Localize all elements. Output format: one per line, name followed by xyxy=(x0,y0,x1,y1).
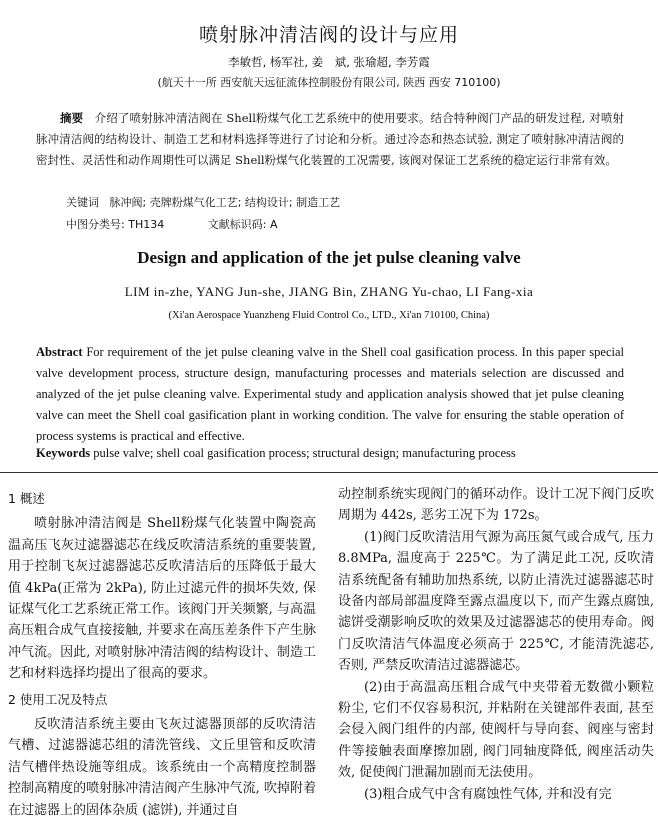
authors-cn: 李敏哲, 杨军社, 姜 斌, 张瑜超, 李芳霞 xyxy=(228,55,430,69)
body-left-column xyxy=(8,484,316,821)
keywords-en-label: Keywords xyxy=(36,446,91,460)
doc-code: 文献标识码: A xyxy=(207,218,278,231)
paper-title-cn: 喷射脉冲清洁阀的设计与应用 xyxy=(198,24,459,46)
keywords-cn xyxy=(66,194,340,210)
abstract-cn-text: 介绍了喷射脉冲清洁阀在 Shell粉煤气化工艺系统中的使用要求。结合特种阀门产品的研发过程, 对喷射脉冲清洁阀的结构设计、制造工艺和材料选择等进行了讨论和分析。通过冷态和热态试验, 测定了喷射脉冲清洁阀的密封性、灵活性和动作周期性可以满足 Shell粉煤气化装置的工况需要, 该阀对保证工艺系统的稳定运行非常有效。 xyxy=(36,111,624,167)
authors-en: LIM in-zhe, YANG Jun-she, JIANG Bin, ZHANG Yu-chao, LI Fang-xia xyxy=(124,284,534,299)
condition-paragraph-3: (3)粗合成气中含有腐蚀性气体, 并和没有完 xyxy=(364,786,612,802)
affiliation-cn: (航天十一所 西安航天远征流体控制股份有限公司, 陕西 西安 710100) xyxy=(157,76,501,89)
section-1-heading: 1 概述 xyxy=(8,491,45,506)
abstract-cn xyxy=(36,108,624,171)
abstract-en-text: For requirement of the jet pulse cleaning valve in the Shell coal gasification process. In this paper special valve development process, structure design, manufacturing processes and materials selection are discussed and analyzed of the jet pulse cleaning valve. Experimental study and application analysis showed that jet pulse cleaning valve can meet the Shell coal gasification plant in working condition. The valve for ensuring the stable operation of process systems is practical and effective. xyxy=(36,345,625,443)
clc: 中图分类号: TH134 xyxy=(66,218,165,231)
condition-paragraph-1: (1)阀门反吹清洁用气源为高压氮气或合成气, 压力 8.8MPa, 温度高于 225℃。为了满足此工况, 反吹清洁系统配备有辅助加热系统, 以防止清洗过滤器滤芯时设备内部局部温度降至露点温度以下, 而产生露点腐蚀, 滤饼受潮影响反吹的效果及过滤器滤芯的使用寿命。阀门反吹清洁气体温度必须高于 225℃, 才能清洗滤芯, 否则, 严禁反吹清洁过滤器滤芯。 xyxy=(338,529,654,674)
keywords-en xyxy=(36,446,624,461)
keywords-en-text: pulse valve; shell coal gasification process; structural design; manufacturing process xyxy=(93,446,516,460)
keywords-cn-label: 关键词 xyxy=(66,196,99,209)
abstract-en-label: Abstract xyxy=(36,345,83,359)
paper-title-en: Design and application of the jet pulse cleaning valve xyxy=(137,248,521,267)
section-divider xyxy=(0,472,658,473)
condition-paragraph-2: (2)由于高温高压粗合成气中夹带着无数微小颗粒粉尘, 它们不仅容易积沉, 并粘附在关键部件表面, 甚至会侵入阀门组件的内部, 使阀杆与导向套、阀座与密封件等接触表面摩擦加剧, 阀门同轴度降低, 阀座活动失效, 促使阀门泄漏加剧而无法使用。 xyxy=(338,679,654,781)
body-right-column xyxy=(338,484,654,805)
abstract-cn-label: 摘要 xyxy=(60,111,84,125)
section-2-paragraph: 反吹清洁系统主要由飞灰过滤器顶部的反吹清洁气槽、过滤器滤芯组的清洗管线、文丘里管和反吹清洁气槽伴热设施等组成。该系统由一个高精度控制器控制高精度的喷射脉冲清洁阀产生脉冲气流, 吹掉附着在过滤器上的固体杂质 (滤饼), 并通过自 xyxy=(8,717,316,818)
section-1-paragraph: 喷射脉冲清洁阀是 Shell粉煤气化装置中陶瓷高温高压飞灰过滤器滤芯在线反吹清洁系统的重要装置, 用于控制飞灰过滤器滤芯反吹清洁后的压降低于最大值 4kPa(正常为 2kPa), 防止过滤元件的损坏失效, 保证煤气化工艺系统正常工作。该阀门开关频繁, 与高温高压粗合成气直接接触, 并要求在高压差条件下产生脉冲气流。因此, 对喷射脉冲清洁阀的结构设计、制造工艺和材料选择均提出了很高的要求。 xyxy=(8,516,316,682)
keywords-cn-text: 脉冲阀; 壳牌粉煤气化工艺; 结构设计; 制造工艺 xyxy=(109,196,341,209)
classification-cn xyxy=(66,216,317,232)
continued-paragraph: 动控制系统实现阀门的循环动作。设计工况下阀门反吹周期为 442s, 恶劣工况下为 172s。 xyxy=(338,487,654,524)
abstract-en xyxy=(36,342,624,447)
affiliation-en: (Xi'an Aerospace Yuanzheng Fluid Control Co., LTD., Xi'an 710100, China) xyxy=(168,310,490,321)
section-2-heading: 2 使用工况及特点 xyxy=(8,691,108,707)
